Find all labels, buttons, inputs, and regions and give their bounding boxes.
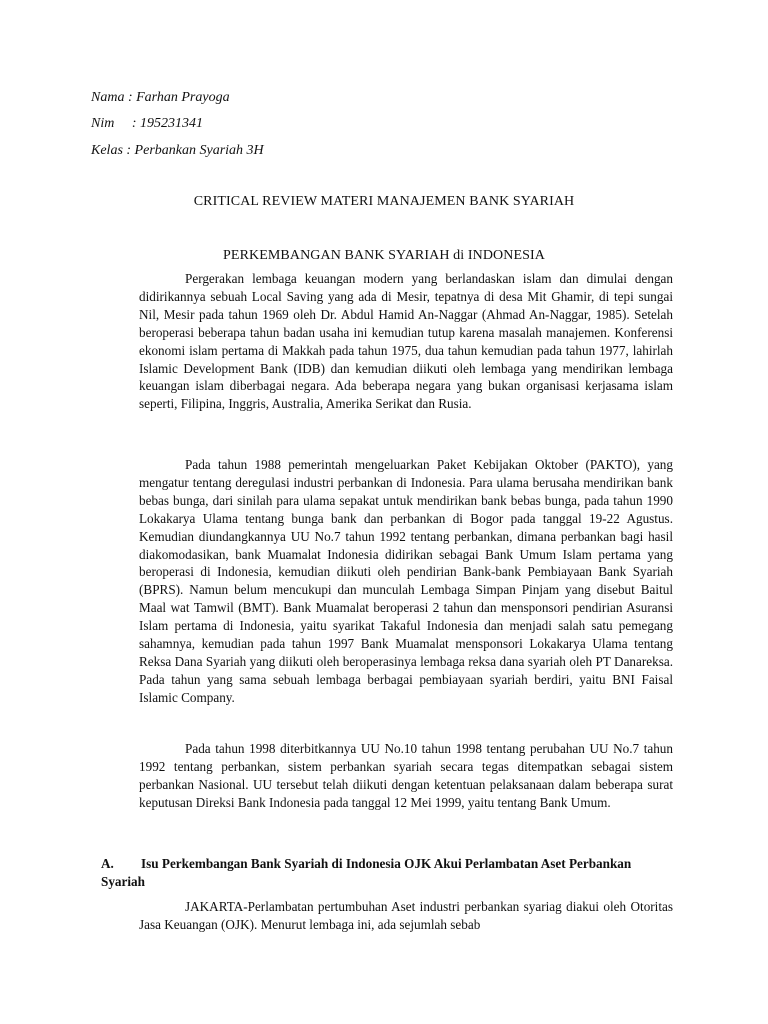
paragraph-2: Pada tahun 1988 pemerintah mengeluarkan Paket Kebijakan Oktober (PAKTO), yang mengatur tentang deregulasi industri perbankan di Indonesia. Para ulama berusaha mendirikan bank bebas bunga, dari sinilah para ulama sepakat untuk mendirikan bank bebas bunga, pada tahun 1990 Lokakarya Ulama tentang bunga bank dan perbankan di Bogor pada tanggal 19-22 Agustus. Kemudian diundangkannya UU No.7 tahun 1992 tentang perbankan, dimana perbankan bagi hasil diakomodasikan, bank Muamalat Indonesia didirikan sebagai Bank Umum Islam pertama yang beroperasi di Indonesia, kemudian diikuti oleh pendirian Bank-bank Pembiayaan Bank Syariah (BPRS). Namun belum mencukupi dan munculah Lembaga Simpan Pinjam yang disebut Baitul Maal wat Tamwil (BMT). Bank Muamalat beroperasi 2 tahun dan mensponsori pendirian Asuransi Islam pertama di Indonesia, yaitu syarikat Takaful Indonesia dan menjadi salah satu pemegang sahamnya, kemudian pada tahun 1997 Bank Muamalat mensponsori Lokakarya Ulama tentang Reksa Dana Syariah yang diikuti oleh beroperasinya lembaga reksa dana syariah oleh PT Danareksa. Pada tahun yang sama sebuah lembaga berbagai pembiayaan syariah berdiri, yaitu BNI Faisal Islamic Company. <box>139 457 673 705</box>
document-title: CRITICAL REVIEW MATERI MANAJEMEN BANK SYARIAH <box>193 194 575 209</box>
section-title: PERKEMBANGAN BANK SYARIAH di INDONESIA <box>223 248 545 263</box>
student-class: Kelas : Perbankan Syariah 3H <box>91 143 264 158</box>
heading-a-text: Isu Perkembangan Bank Syariah di Indonesia OJK Akui Perlambatan Aset Perbankan Syariah <box>101 856 632 889</box>
student-nim: Nim : 195231341 <box>91 116 203 131</box>
heading-a-letter: A. <box>101 856 114 871</box>
heading-a <box>101 855 661 891</box>
paragraph-1: Pergerakan lembaga keuangan modern yang berlandaskan islam dan dimulai dengan didirikannya sebuah Local Saving yang ada di Mesir, tepatnya di desa Mit Ghamir, di tepi sungai Nil, Mesir pada tahun 1969 oleh Dr. Abdul Hamid An-Naggar (Ahmad An-Naggar, 1985). Setelah beroperasi beberapa tahun badan usaha ini kemudian tutup karena masalah manajemen. Konferensi ekonomi islam pertama di Makkah pada tahun 1975, dua tahun kemudian pada tahun 1977, lahirlah Islamic Development Bank (IDB) dan kemudian diikuti oleh lembaga yang mendirikan lembaga keuangan islam diberbagai negara. Ada beberapa negara yang bukan organisasi kerjasama islam seperti, Filipina, Inggris, Australia, Amerika Serikat dan Rusia. <box>139 271 673 412</box>
student-name: Nama : Farhan Prayoga <box>91 90 230 105</box>
paragraph-4: JAKARTA-Perlambatan pertumbuhan Aset industri perbankan syariag diakui oleh Otoritas Jasa Keuangan (OJK). Menurut lembaga ini, ada sejumlah sebab <box>139 899 673 932</box>
paragraph-3: Pada tahun 1998 diterbitkannya UU No.10 tahun 1998 tentang perubahan UU No.7 tahun 1992 tentang perbankan, sistem perbankan syariah secara tegas ditempatkan sebagai sistem perbankan Nasional. UU tersebut telah diikuti dengan ketentuan pelaksanaan dalam beberapa surat keputusan Direksi Bank Indonesia pada tanggal 12 Mei 1999, yaitu tentang Bank Umum. <box>139 741 673 810</box>
